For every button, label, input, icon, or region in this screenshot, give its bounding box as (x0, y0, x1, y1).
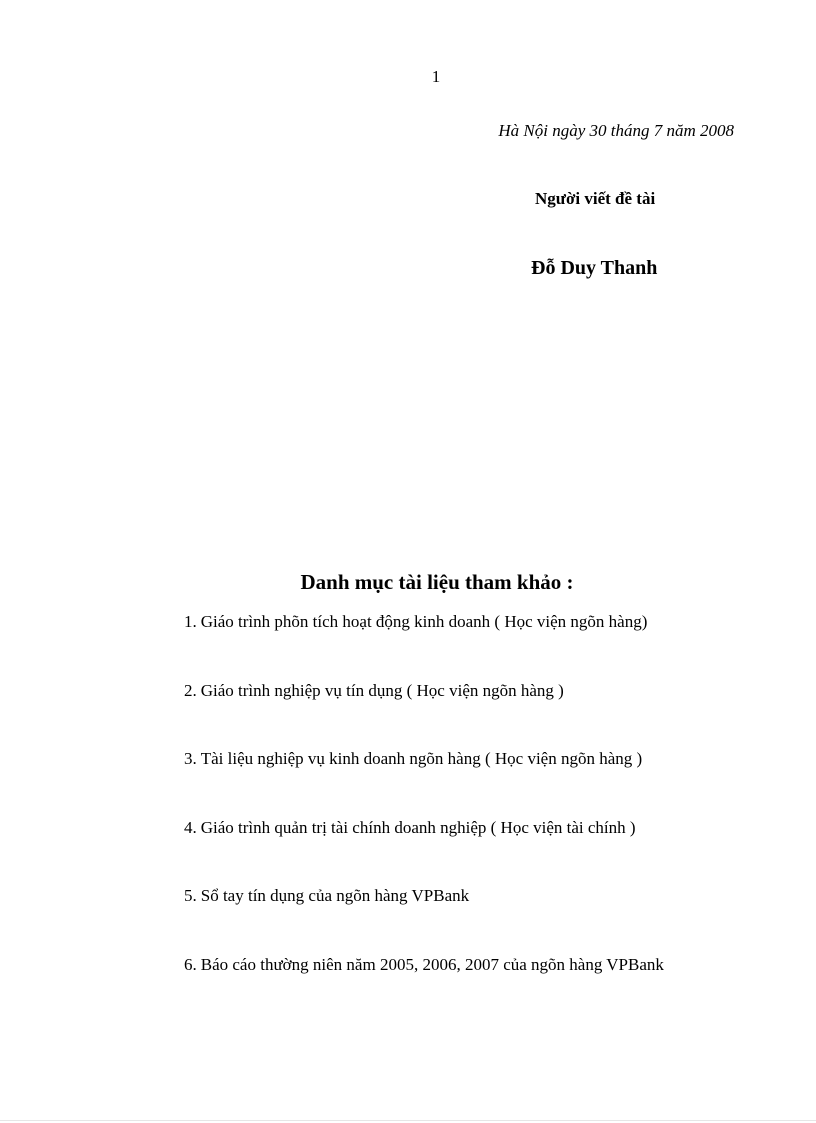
reference-item (184, 816, 664, 840)
date-line: Hà Nội ngày 30 tháng 7 năm 2008 (498, 121, 734, 140)
reference-number: 3. (184, 749, 197, 768)
page-bottom-divider (0, 1120, 816, 1121)
references-list (184, 610, 664, 1021)
reference-number: 4. (184, 817, 197, 837)
reference-number: 5. (184, 886, 197, 905)
reference-item (184, 747, 664, 771)
reference-item (184, 679, 664, 703)
reference-text: Giáo trình nghiệp vụ tín dụng ( Học viện ngõn hàng ) (200, 680, 564, 700)
reference-item (184, 953, 664, 977)
reference-text: Tài liệu nghiệp vụ kinh doanh ngõn hàng ( Học viện ngõn hàng ) (200, 749, 643, 768)
author-name: Đỗ Duy Thanh (531, 257, 658, 279)
reference-text: Báo cáo thường niên năm 2005, 2006, 2007 của ngõn hàng VPBank (200, 954, 664, 974)
reference-item (184, 610, 664, 634)
reference-text: Sổ tay tín dụng của ngõn hàng VPBank (200, 886, 470, 905)
reference-text: Giáo trình quản trị tài chính doanh nghiệp ( Học viện tài chính ) (200, 817, 636, 837)
reference-item (184, 884, 664, 908)
reference-number: 1. (184, 612, 197, 631)
reference-text: Giáo trình phõn tích hoạt động kinh doanh ( Học viện ngõn hàng) (200, 612, 648, 631)
author-label: Người viết đề tài (535, 189, 656, 208)
references-title: Danh mục tài liệu tham khảo : (300, 570, 574, 594)
reference-number: 2. (184, 680, 197, 700)
page-number: 1 (431, 67, 441, 86)
reference-number: 6. (184, 954, 197, 974)
